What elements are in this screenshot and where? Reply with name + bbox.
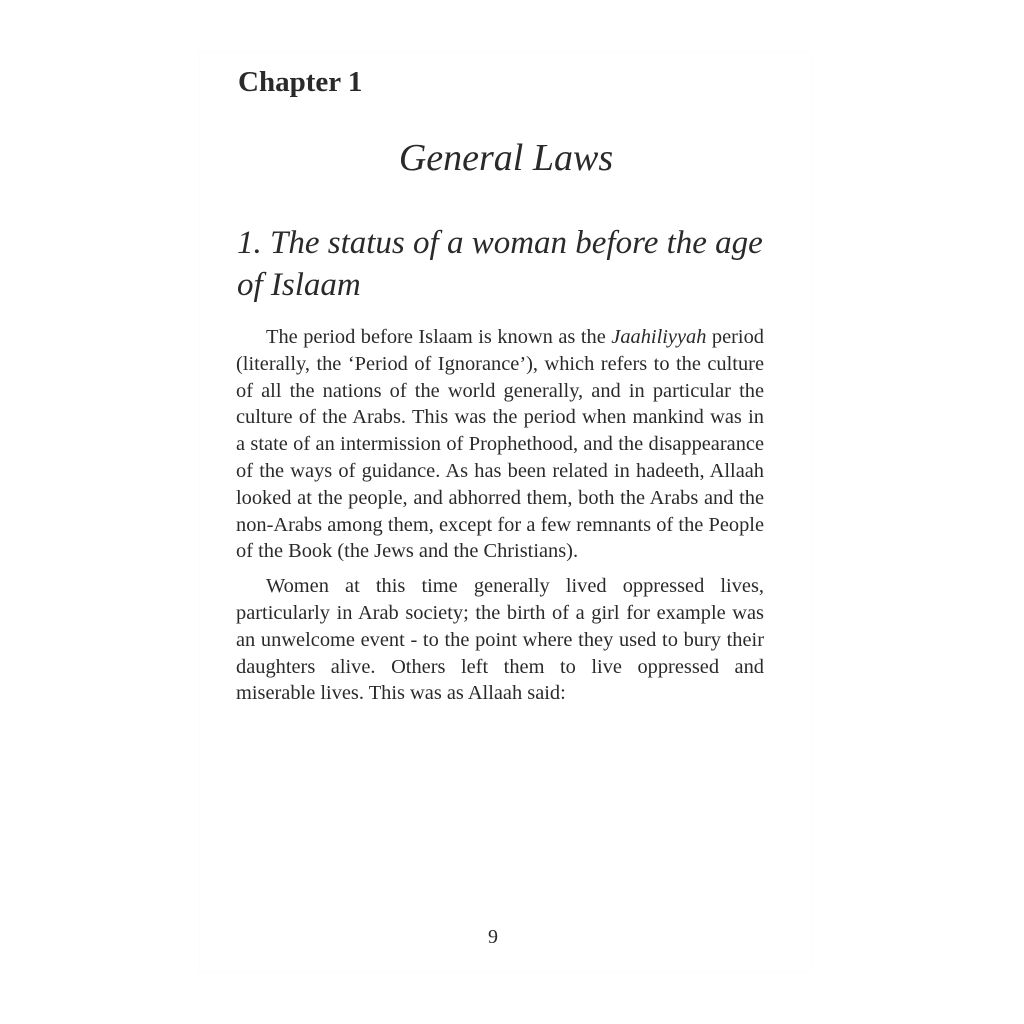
chapter-label: Chapter 1 xyxy=(238,66,363,98)
paragraph-1-before: The period before Islaam is known as the xyxy=(266,326,612,348)
book-page xyxy=(200,52,812,972)
paragraph-1-after: period (literally, the ‘Period of Ignorance’), which refers to the culture of all the nations of the world generally, and in particular the culture of the Arabs. This was the period when mankind was in a state of an intermission of Prophethood, and the disappearance of the ways of guidance. As has been related in hadeeth, Allaah looked at the people, and abhorred them, both the Arabs and the non-Arabs among them, except for a few remnants of the People of the Book (the Jews and the Christians). xyxy=(236,326,764,563)
section-title: 1. The status of a woman before the age of Islaam xyxy=(237,225,763,303)
paragraph-1 xyxy=(236,324,764,565)
paragraph-2: Women at this time generally lived oppressed lives, particularly in Arab society; the birth of a girl for example was an unwelcome event - to the point where they used to bury their daughters alive. Others left them to live oppressed and miserable lives. This was as Allaah said: xyxy=(236,575,764,705)
chapter-title: General Laws xyxy=(398,137,614,179)
page-number: 9 xyxy=(488,926,498,948)
body-text xyxy=(236,324,764,715)
paragraph-1-term: Jaahiliyyah xyxy=(611,326,707,348)
